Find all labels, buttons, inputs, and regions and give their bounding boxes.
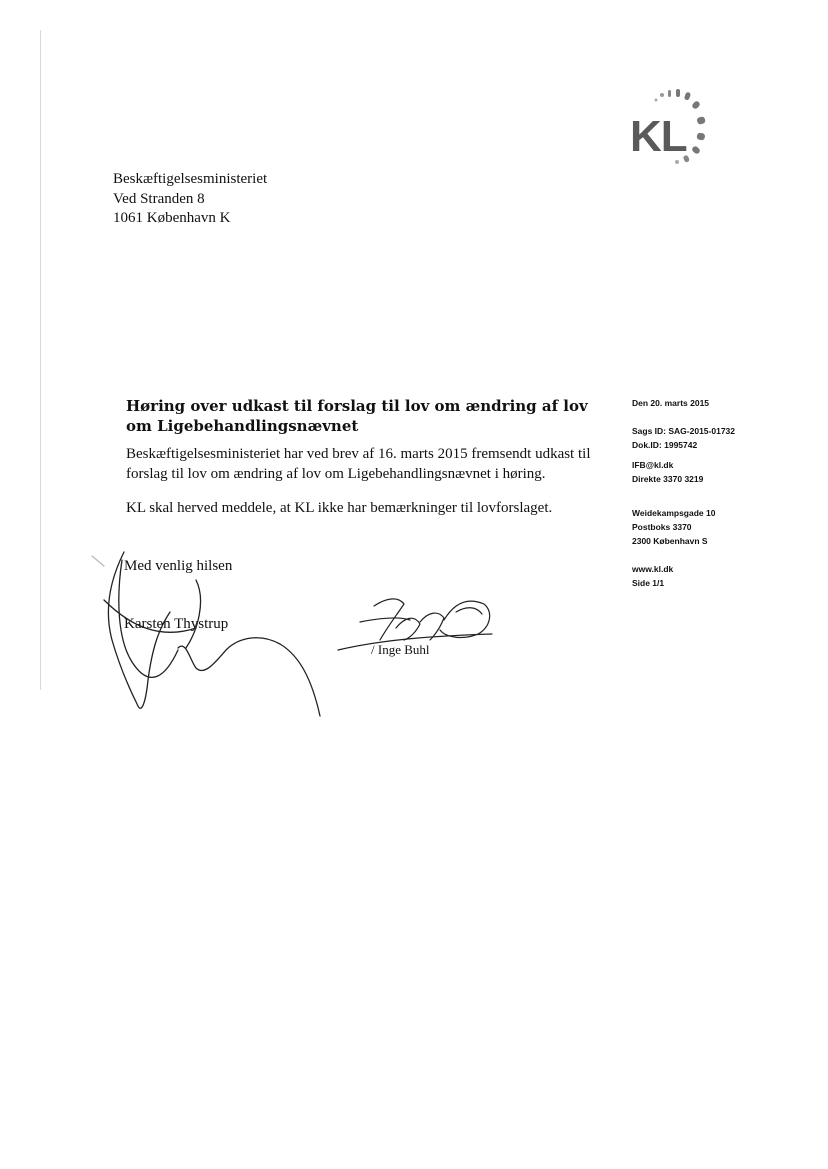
logo-text: KL (630, 112, 687, 161)
sender-info-sidebar (632, 396, 735, 590)
closing-phrase: Med venlig hilsen (124, 558, 233, 574)
contact-phone: Direkte 3370 3219 (632, 474, 704, 484)
letter-paragraph-1: Beskæftigelsesministeriet har ved brev af 16. marts 2015 fremsendt udkast til forslag til lov om ændring af lov om Ligebehandlingsnævnet i høring. (126, 446, 591, 482)
signatory-1-name: Karsten Thystrup (124, 616, 229, 632)
case-id: Sags ID: SAG-2015-01732 (632, 426, 735, 436)
signature-inge-buhl (338, 599, 492, 650)
website: www.kl.dk (632, 564, 674, 574)
letter-date: Den 20. marts 2015 (632, 398, 710, 408)
page-number: Side 1/1 (632, 578, 665, 588)
document-id: Dok.ID: 1995742 (632, 440, 698, 450)
sender-pobox: Postboks 3370 (632, 522, 692, 532)
letter-paragraph-2: KL skal herved meddele, at KL ikke har bemærkninger til lovforslaget. (126, 500, 553, 516)
recipient-name: Beskæftigelsesministeriet (113, 171, 268, 187)
signatory-2-name: / Inge Buhl (371, 642, 430, 657)
sender-street: Weidekampsgade 10 (632, 508, 716, 518)
recipient-street: Ved Stranden 8 (113, 190, 205, 207)
recipient-city: 1061 København K (113, 210, 231, 226)
contact-email: IFB@kl.dk (632, 460, 674, 470)
letter-subject: Høring over udkast til forslag til lov om ændring af lov om Ligebehandlingsnævnet (126, 397, 588, 435)
signature-karsten-thystrup (92, 552, 320, 716)
sender-city: 2300 København S (632, 536, 708, 546)
